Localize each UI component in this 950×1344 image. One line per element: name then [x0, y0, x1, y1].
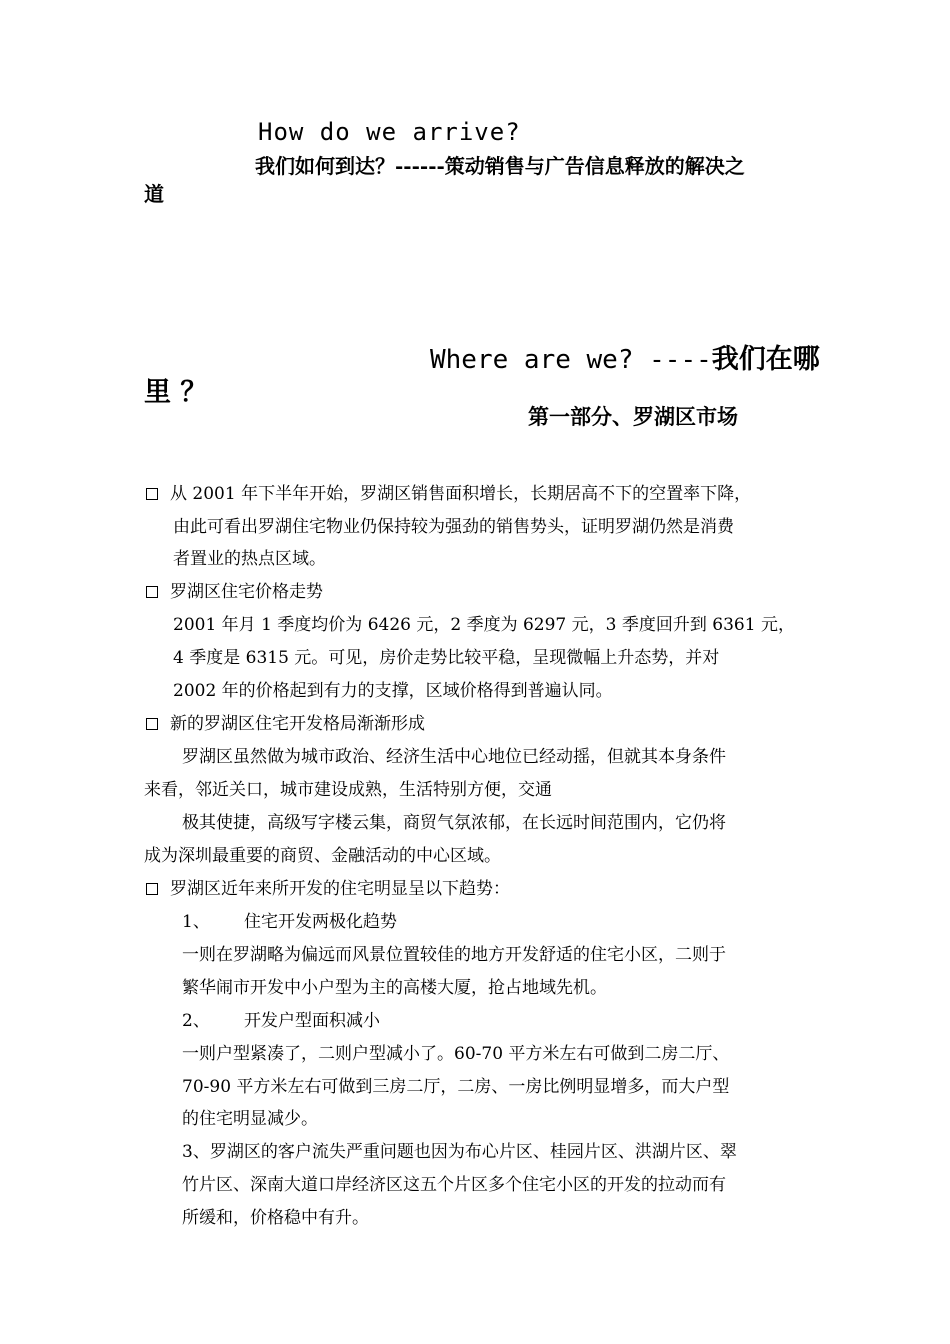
checkbox-bullet-icon [146, 488, 158, 500]
paragraph-line: 70-90 平方米左右可做到三房二厅，二房、一房比例明显增多，而大户型 [182, 1077, 730, 1097]
paragraph-line: 一则在罗湖略为偏远而风景位置较佳的地方开发舒适的住宅小区，二则于 [182, 945, 726, 965]
subitem-title: 开发户型面积减小 [244, 1011, 380, 1031]
title-chinese-line2: 道 [144, 182, 164, 206]
paragraph-line: 的住宅明显减少。 [182, 1109, 318, 1129]
section-title: 第一部分、罗湖区市场 [528, 404, 738, 429]
bullet-heading: 罗湖区住宅价格走势 [170, 582, 323, 602]
bullet-item-2 [146, 581, 323, 603]
where-heading-line1 [430, 337, 820, 376]
paragraph-line: 由此可看出罗湖住宅物业仍保持较为强劲的销售势头，证明罗湖仍然是消费 [173, 517, 734, 537]
title-english: How do we arrive? [258, 118, 521, 146]
paragraph-line: 竹片区、深南大道口岸经济区这五个片区多个住宅小区的开发的拉动而有 [182, 1175, 726, 1195]
paragraph-line: 繁华闹市开发中小户型为主的高楼大厦，抢占地域先机。 [182, 978, 607, 998]
paragraph-line: 所缓和，价格稳中有升。 [182, 1208, 369, 1228]
where-heading-english: Where are we? ---- [430, 345, 712, 375]
paragraph-line: 极其使捷，高级写字楼云集，商贸气氛浓郁，在长远时间范围内，它仍将 [182, 813, 726, 833]
checkbox-bullet-icon [146, 718, 158, 730]
paragraph-line: 4 季度是 6315 元。可见，房价走势比较平稳，呈现微幅上升态势，并对 [173, 648, 720, 668]
subitem-title: 住宅开发两极化趋势 [244, 912, 397, 932]
paragraph-line: 2002 年的价格起到有力的支撑，区域价格得到普遍认同。 [173, 681, 613, 701]
paragraph-line: 从 2001 年下半年开始，罗湖区销售面积增长，长期居高不下的空置率下降， [170, 484, 752, 504]
bullet-item-3 [146, 713, 425, 735]
subitem-number: 1、 [182, 912, 210, 932]
bullet-item-4 [146, 878, 510, 900]
paragraph-line: 3、罗湖区的客户流失严重问题也因为布心片区、桂园片区、洪湖片区、翠 [182, 1142, 737, 1162]
paragraph-line: 成为深圳最重要的商贸、金融活动的中心区域。 [144, 846, 501, 866]
bullet-heading: 新的罗湖区住宅开发格局渐渐形成 [170, 714, 425, 734]
checkbox-bullet-icon [146, 586, 158, 598]
where-heading-line2: 里 ？ [144, 377, 208, 408]
paragraph-line: 来看，邻近关口，城市建设成熟，生活特别方便，交通 [144, 780, 552, 800]
bullet-item-1 [146, 483, 751, 505]
bullet-heading: 罗湖区近年来所开发的住宅明显呈以下趋势： [170, 879, 510, 899]
paragraph-line: 2001 年月 1 季度均价为 6426 元，2 季度为 6297 元，3 季度回升到 6361 元， [173, 615, 795, 635]
subitem-number: 2、 [182, 1011, 210, 1031]
where-heading-chinese: 我们在哪 [711, 344, 820, 375]
paragraph-line: 者置业的热点区域。 [173, 549, 326, 569]
title-chinese-line1: 我们如何到达？------策动销售与广告信息释放的解决之 [255, 154, 745, 178]
paragraph-line: 一则户型紧凑了，二则户型减小了。60-70 平方米左右可做到二房二厅、 [182, 1044, 730, 1064]
checkbox-bullet-icon [146, 883, 158, 895]
paragraph-line: 罗湖区虽然做为城市政治、经济生活中心地位已经动摇，但就其本身条件 [182, 747, 726, 767]
